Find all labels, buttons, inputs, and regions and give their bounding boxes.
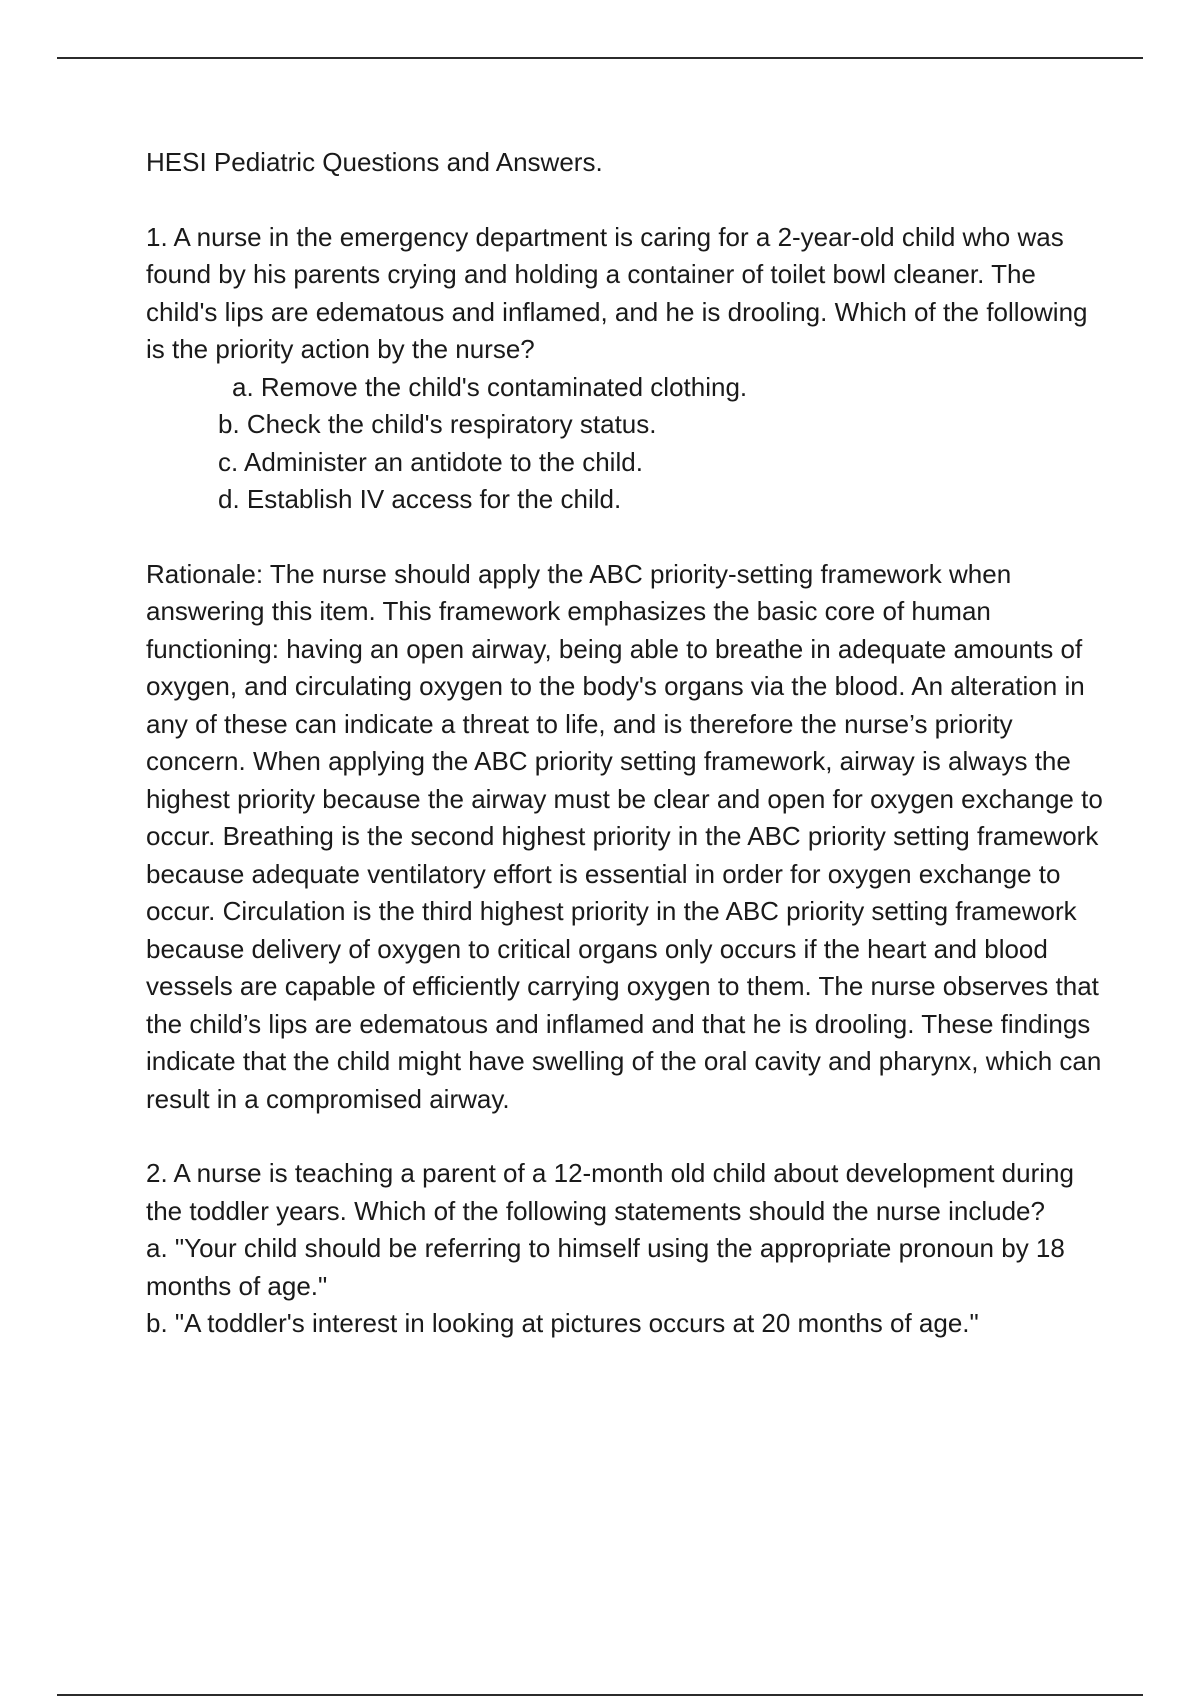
top-divider [57, 57, 1143, 59]
option-a: a. "Your child should be referring to himself using the appropriate pronoun by 18 months of age." [146, 1233, 1065, 1301]
option-d: d. Establish IV access for the child. [218, 484, 622, 514]
question-1 [146, 219, 1106, 1119]
spacer [146, 519, 1106, 556]
question-1-stem: 1. A nurse in the emergency department is caring for a 2-year-old child who was found by his parents crying and holding a container of toilet bowl cleaner. The child's lips are edematous and inflamed, and he is drooling. Which of the following is the priority action by the nurse? [146, 221, 1088, 364]
bottom-divider [57, 1694, 1143, 1696]
question-2-options [146, 1230, 1106, 1343]
option-c: c. Administer an antidote to the child. [218, 446, 643, 477]
option-b: b. Check the child's respiratory status. [218, 409, 657, 439]
question-2 [146, 1155, 1106, 1343]
option-b: b. "A toddler's interest in looking at pictures occurs at 20 months of age." [146, 1308, 979, 1338]
question-1-options [146, 369, 1106, 519]
question-1-rationale: Rationale: The nurse should apply the ABC priority-setting framework when answering this item. This framework emphasizes the basic core of human functioning: having an open airway, being able to breathe in adequate amounts of oxygen, and circulating oxygen to the body's organs via the blood. An alteration in any of these can indicate a threat to life, and is therefore the nurse’s priority concern. When applying the ABC priority setting framework, airway is always the highest priority because the airway must be clear and open for oxygen exchange to occur. Breathing is the second highest priority in the ABC priority setting framework because adequate ventilatory effort is essential in order for oxygen exchange to occur. Circulation is the third highest priority in the ABC priority setting framework because delivery of oxygen to critical organs only occurs if the heart and blood vessels are capable of efficiently carrying oxygen to them. The nurse observes that the child’s lips are edematous and inflamed and that he is drooling. These findings indicate that the child might have swelling of the oral cavity and pharynx, which can result in a compromised airway. [146, 558, 1103, 1114]
question-2-stem: 2. A nurse is teaching a parent of a 12-month old child about development during the toddler years. Which of the following statements should the nurse include? [146, 1158, 1074, 1226]
spacer [146, 1118, 1106, 1155]
option-a: a. Remove the child's contaminated clothing. [232, 371, 748, 402]
document-title: HESI Pediatric Questions and Answers. [146, 147, 603, 177]
document-body [146, 144, 1106, 1343]
